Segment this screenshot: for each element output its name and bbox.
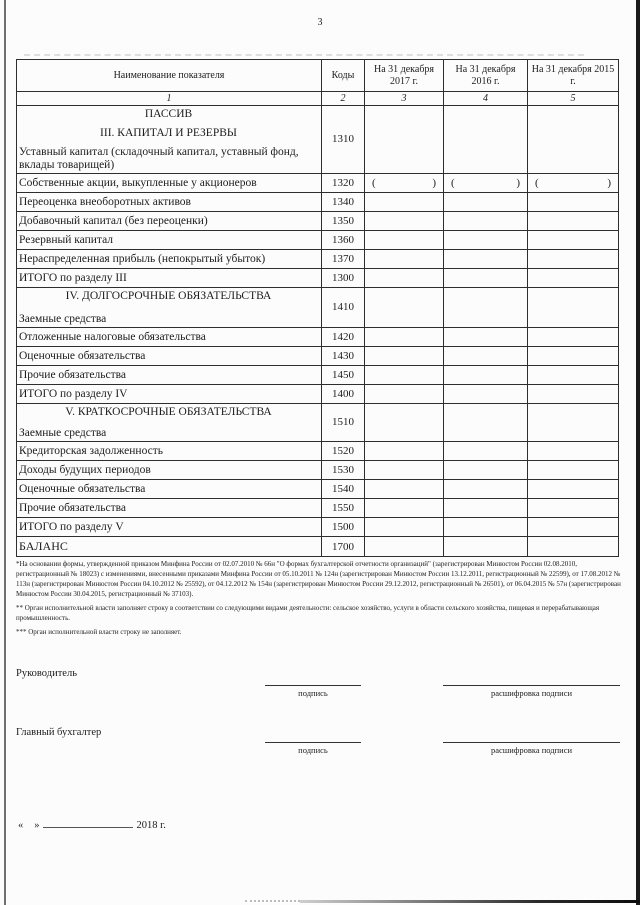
signature-caption: расшифровка подписи [490, 688, 573, 698]
footnote: *** Орган исполнительной власти строку не заполняет. [16, 628, 182, 636]
value-cell-2017 [365, 347, 444, 366]
value-cell-2015 [528, 106, 619, 174]
row-code: 1550 [322, 499, 365, 518]
paren-open: ( [535, 176, 539, 189]
value-cell-2016 [444, 231, 528, 250]
row-code: 1430 [322, 347, 365, 366]
column-numbers-row [17, 92, 619, 106]
value-cell-2016 [444, 106, 528, 174]
value-cell-2015 [528, 250, 619, 269]
value-cell-2017 [365, 231, 444, 250]
row-code: 1510 [322, 404, 365, 442]
value-cell-2017 [365, 106, 444, 174]
row-code: 1340 [322, 193, 365, 212]
value-cell-2016 [444, 480, 528, 499]
value-cell-2016 [444, 250, 528, 269]
value-cell-2017 [365, 174, 444, 193]
value-cell-2016 [444, 385, 528, 404]
footnote: *На основании формы, утвержденной приказом Минфина России от 02.07.2010 № 66н "О формах бухгалтерской отчетности организаций" (зарегистрирован Минюстом России 02.08.2010, регистрационный № 18023) с изменениями, внесенными приказами Минфина России от 05.10.2011 № 124н (зарегистрирован Минюстом России 13.12.2011, регистрационный № 22599), от 17.08.2012 № 113н (зарегистрирован Минюстом России 04.10.2012 № 25592), от 04.12.2012 № 154н (зарегистрирован Минюстом России 29.12.2012, регистрационный № 26501), от 06.04.2015 № 57н (зарегистрирован Минюстом России 30.04.2015, регистрационный № 37103). [16, 560, 621, 598]
col-header-2015: На 31 декабря 2015 г. [528, 60, 619, 92]
table-row [17, 537, 619, 557]
value-cell-2015 [528, 269, 619, 288]
table-row [17, 404, 619, 442]
value-cell-2016 [444, 499, 528, 518]
row-code: 1310 [322, 106, 365, 174]
table-row [17, 442, 619, 461]
row-label-cell [17, 404, 322, 442]
value-cell-2015 [528, 461, 619, 480]
value-cell-2016 [444, 461, 528, 480]
year-label: 2018 г. [136, 820, 166, 831]
column-number: 2 [322, 92, 365, 106]
value-cell-2015 [528, 174, 619, 193]
row-label: ИТОГО по разделу IV [17, 385, 322, 404]
row-code: 1350 [322, 212, 365, 231]
value-cell-2017 [365, 499, 444, 518]
value-cell-2017 [365, 366, 444, 385]
value-cell-2015 [528, 288, 619, 328]
table-row [17, 347, 619, 366]
section-heading-short-term: V. КРАТКОСРОЧНЫЕ ОБЯЗАТЕЛЬСТВА [65, 405, 272, 418]
table-row [17, 385, 619, 404]
row-label: Прочие обязательства [17, 499, 322, 518]
table-header-row [17, 60, 619, 92]
row-label: Прочие обязательства [17, 366, 322, 385]
chief-accountant-label: Главный бухгалтер [16, 727, 102, 738]
value-cell-2015 [528, 212, 619, 231]
value-cell-2015 [528, 537, 619, 557]
value-cell-2017 [365, 212, 444, 231]
column-number: 5 [528, 92, 619, 106]
value-cell-2017 [365, 193, 444, 212]
page-number: 3 [317, 17, 323, 28]
signature-line-accountant-transcript [443, 742, 620, 755]
value-cell-2015 [528, 480, 619, 499]
section-heading-capital: III. КАПИТАЛ И РЕЗЕРВЫ [100, 126, 237, 139]
value-cell-2016 [444, 518, 528, 537]
table-row [17, 480, 619, 499]
row-label: Уставный капитал (складочный капитал, уставный фонд, вклады товарищей) [19, 145, 299, 171]
liabilities-table [16, 59, 619, 557]
row-label: Оценочные обязательства [17, 347, 322, 366]
close-quote: » [34, 820, 40, 831]
value-cell-2016 [444, 537, 528, 557]
table-row [17, 212, 619, 231]
row-code: 1530 [322, 461, 365, 480]
row-code: 1300 [322, 269, 365, 288]
value-cell-2015 [528, 385, 619, 404]
value-cell-2016 [444, 193, 528, 212]
row-code: 1500 [322, 518, 365, 537]
footnotes-block [16, 559, 622, 637]
row-label-cell [17, 288, 322, 328]
column-number: 1 [17, 92, 322, 106]
footnote: ** Орган исполнительной власти заполняет строку в соответствии со следующими видами деятельности: сельское хозяйство, услуги в области сельского хозяйства, пищевая и перерабатывающая промышленность. [16, 604, 600, 622]
row-code: 1320 [322, 174, 365, 193]
value-cell-2017 [365, 250, 444, 269]
row-label-balance: БАЛАНС [17, 537, 322, 557]
section-heading-passiv: ПАССИВ [144, 107, 193, 120]
value-cell-2015 [528, 328, 619, 347]
scan-edge-bottom-dots [245, 900, 300, 902]
signature-caption: подпись [298, 688, 328, 698]
paren-close: ) [516, 176, 520, 189]
col-header-name: Наименование показателя [17, 60, 322, 92]
table-row [17, 328, 619, 347]
value-cell-2015 [528, 499, 619, 518]
value-cell-2016 [444, 404, 528, 442]
value-cell-2016 [444, 288, 528, 328]
paren-open: ( [372, 176, 376, 189]
open-quote: « [18, 820, 24, 831]
value-cell-2017 [365, 537, 444, 557]
row-label: Оценочные обязательства [17, 480, 322, 499]
value-cell-2015 [528, 518, 619, 537]
signature-caption: расшифровка подписи [490, 745, 573, 755]
scan-edge-left [4, 0, 6, 905]
row-code: 1410 [322, 288, 365, 328]
col-header-codes: Коды [322, 60, 365, 92]
row-code: 1420 [322, 328, 365, 347]
date-underline [43, 827, 133, 828]
value-cell-2016 [444, 269, 528, 288]
col-header-2016: На 31 декабря 2016 г. [444, 60, 528, 92]
value-cell-2016 [444, 174, 528, 193]
signature-line-director-transcript [443, 685, 620, 698]
table-row [17, 250, 619, 269]
value-cell-2015 [528, 231, 619, 250]
value-cell-2017 [365, 288, 444, 328]
row-code: 1540 [322, 480, 365, 499]
scan-dash-artifact [24, 54, 584, 56]
value-cell-2015 [528, 193, 619, 212]
row-label: ИТОГО по разделу III [17, 269, 322, 288]
signature-line-director-sign [265, 685, 361, 698]
col-header-2017: На 31 декабря 2017 г. [365, 60, 444, 92]
row-label: Заемные средства [19, 312, 107, 325]
value-cell-2017 [365, 442, 444, 461]
value-cell-2016 [444, 442, 528, 461]
value-cell-2017 [365, 328, 444, 347]
value-cell-2016 [444, 212, 528, 231]
value-cell-2017 [365, 404, 444, 442]
table-row [17, 366, 619, 385]
table-row [17, 174, 619, 193]
row-code: 1450 [322, 366, 365, 385]
table-row [17, 231, 619, 250]
value-cell-2015 [528, 366, 619, 385]
paren-open: ( [451, 176, 455, 189]
scan-edge-bottom [300, 900, 640, 903]
row-code: 1400 [322, 385, 365, 404]
signature-line-accountant-sign [265, 742, 361, 755]
signature-caption: подпись [298, 745, 328, 755]
value-cell-2017 [365, 518, 444, 537]
row-label: Отложенные налоговые обязательства [17, 328, 322, 347]
paren-close: ) [607, 176, 611, 189]
value-cell-2015 [528, 404, 619, 442]
row-label: Кредиторская задолженность [17, 442, 322, 461]
row-label: Заемные средства [19, 426, 107, 439]
column-number: 4 [444, 92, 528, 106]
row-label-cell [17, 106, 322, 174]
section-heading-long-term: IV. ДОЛГОСРОЧНЫЕ ОБЯЗАТЕЛЬСТВА [65, 289, 272, 302]
row-code: 1520 [322, 442, 365, 461]
row-label: Добавочный капитал (без переоценки) [17, 212, 322, 231]
row-label: Нераспределенная прибыль (непокрытый убыток) [17, 250, 322, 269]
value-cell-2016 [444, 347, 528, 366]
column-number: 3 [365, 92, 444, 106]
value-cell-2017 [365, 480, 444, 499]
value-cell-2017 [365, 461, 444, 480]
table-row [17, 461, 619, 480]
value-cell-2017 [365, 269, 444, 288]
table-row [17, 288, 619, 328]
row-code: 1370 [322, 250, 365, 269]
value-cell-2015 [528, 347, 619, 366]
row-label: ИТОГО по разделу V [17, 518, 322, 537]
date-line [18, 820, 166, 831]
value-cell-2015 [528, 442, 619, 461]
row-label: Собственные акции, выкупленные у акционеров [17, 174, 322, 193]
value-cell-2017 [365, 385, 444, 404]
table-row [17, 193, 619, 212]
scan-edge-right [636, 0, 640, 905]
paren-close: ) [432, 176, 436, 189]
director-label: Руководитель [16, 668, 77, 679]
value-cell-2016 [444, 366, 528, 385]
row-label: Доходы будущих периодов [17, 461, 322, 480]
table-row [17, 518, 619, 537]
row-code: 1360 [322, 231, 365, 250]
table-row [17, 269, 619, 288]
row-code: 1700 [322, 537, 365, 557]
table-row [17, 499, 619, 518]
row-label: Резервный капитал [17, 231, 322, 250]
value-cell-2016 [444, 328, 528, 347]
table-row [17, 106, 619, 174]
row-label: Переоценка внеоборотных активов [17, 193, 322, 212]
